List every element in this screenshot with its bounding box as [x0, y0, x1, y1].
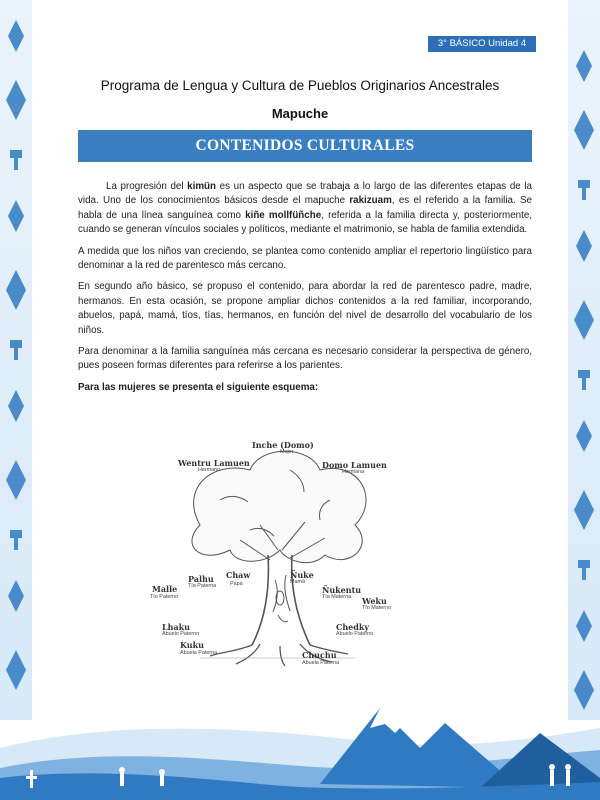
meaning-chaw: Papá	[230, 581, 243, 587]
label-weku: Weku	[362, 596, 387, 606]
meaning-lhaku: Abuelo Paterno	[162, 631, 200, 637]
left-decorative-border	[0, 0, 32, 720]
meaning-chedky: Abuelo Paterno	[336, 631, 374, 637]
paragraph-2: A medida que los niños van creciendo, se plantea como contenido ampliar el repertorio lingüístico para denominar a la red de parentesco más cercano.	[78, 245, 532, 272]
page-subtitle: Mapuche	[271, 106, 329, 121]
meaning-wentru-lamuen: Hermano	[198, 467, 221, 473]
label-domo-lamuen: Domo Lamuen	[322, 460, 387, 470]
right-pattern-icon	[568, 0, 600, 720]
left-pattern-icon	[0, 0, 32, 720]
meaning-domo-lamuen: Hermana	[342, 469, 365, 475]
meaning-nuke: Mamá	[290, 579, 305, 585]
paragraph-4: Para denominar a la familia sanguínea más cercana es necesario considerar la perspectiva de género, pues poseen formas diferentes para referirse a los parientes.	[78, 346, 532, 372]
label-nuke: Ñuke	[290, 570, 314, 580]
meaning-palhu: Tía Paterna	[188, 583, 217, 589]
section-banner: CONTENIDOS CULTURALES	[78, 130, 532, 162]
label-lhaku: Lhaku	[162, 622, 190, 632]
meaning-weku: Tío Materno	[362, 605, 392, 611]
right-decorative-border	[568, 0, 600, 720]
meaning-malle: Tío Paterno	[150, 594, 179, 600]
label-wentru-lamuen: Wentru Lamuen	[178, 458, 250, 468]
label-chaw: Chaw	[226, 570, 251, 580]
family-tree-diagram	[140, 430, 410, 670]
footer-landscape	[0, 688, 600, 800]
label-kuku: Kuku	[180, 640, 204, 650]
label-palhu: Palhu	[188, 574, 214, 584]
label-nukentu: Ñukentu	[322, 585, 362, 595]
label-chuchu: Chuchu	[302, 650, 337, 660]
label-malle: Malle	[152, 584, 178, 594]
program-title: Programa de Lengua y Cultura de Pueblos Originarios Ancestrales	[100, 78, 500, 93]
meaning-inche: Mujer	[280, 449, 294, 455]
paragraph-1: La progresión del kimün es un aspecto que se trabaja a lo largo de las diferentes etapas de la vida. Uno de los conocimientos básicos desde el mapuche rakizuam, es el referido a la familia. Se habla de una línea sanguínea como kiñe mollfüñche, referida a la familia directa y, posteriormente, cuando se generan vínculos sociales y políticos, mediante el matrimonio, se habla de familia extendida.	[78, 181, 533, 236]
mountain-landscape-icon	[0, 688, 600, 800]
meaning-nukentu: Tía Materna	[322, 594, 352, 600]
meaning-kuku: Abuela Paterna	[180, 650, 218, 656]
body-text	[78, 180, 532, 395]
grade-unit-badge: 3° BÁSICO Unidad 4	[428, 36, 536, 52]
label-inche: Inche (Domo)	[252, 440, 314, 450]
scheme-title: Para las mujeres se presenta el siguiente esquema:	[78, 381, 319, 393]
meaning-chuchu: Abuela Paterna	[302, 660, 340, 666]
label-chedky: Chedky	[336, 622, 370, 632]
paragraph-3: En segundo año básico, se propuso el contenido, para abordar la red de parentesco padre, madre, hermanos. En esta ocasión, se propone ampliar dichos contenidos a la red familiar, incorporando, abuelos, papá, mamá, tíos, tías, hermanos, en función del nivel de desarrollo del vocabulario de los niños.	[78, 281, 532, 336]
